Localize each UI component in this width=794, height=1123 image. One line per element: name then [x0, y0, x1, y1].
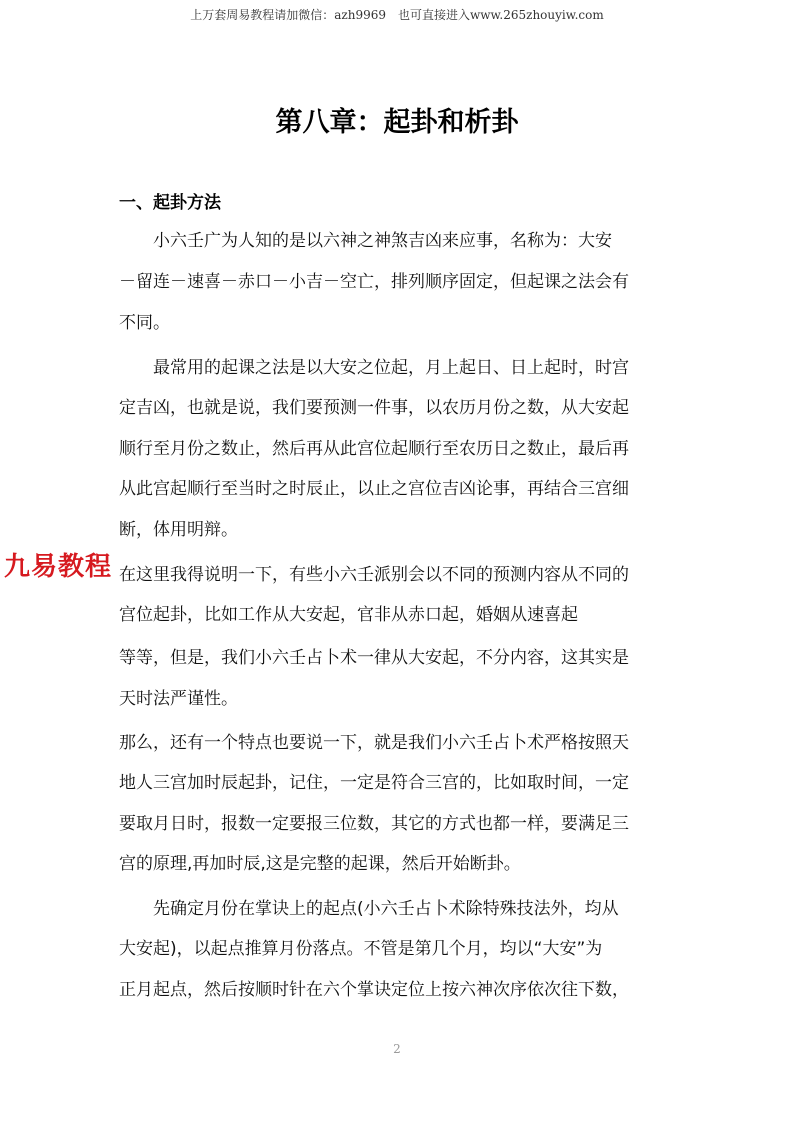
text-line: 等等，但是，我们小六壬占卜术一律从大安起，不分内容，这其实是 [119, 648, 629, 668]
text-line: 宫位起卦，比如工作从大安起，官非从赤口起，婚姻从速喜起 [119, 605, 578, 625]
text-line: 在这里我得说明一下，有些小六壬派别会以不同的预测内容从不同的 [119, 565, 629, 585]
page-number: 2 [393, 1042, 401, 1056]
header-note: 上万套周易教程请加微信：azh9969 也可直接进入www.265zhouyiw.com [190, 8, 604, 22]
text-line: －留连－速喜－赤口－小吉－空亡，排列顺序固定，但起课之法会有 [119, 272, 629, 292]
text-line: 宫的原理,再加时辰,这是完整的起课，然后开始断卦。 [119, 854, 521, 874]
text-line: 小六壬广为人知的是以六神之神煞吉凶来应事，名称为：大安 [119, 231, 612, 251]
text-line: 最常用的起课之法是以大安之位起，月上起日、日上起时，时宫 [119, 358, 629, 378]
text-line: 天时法严谨性。 [119, 689, 238, 709]
chapter-title: 第八章：起卦和析卦 [275, 107, 519, 138]
text-line: 不同。 [119, 313, 170, 333]
text-line: 要取月日时，报数一定要报三位数，其它的方式也都一样，要满足三 [119, 814, 629, 834]
text-line: 断，体用明辩。 [119, 520, 238, 540]
text-line: 先确定月份在掌诀上的起点(小六壬占卜术除特殊技法外，均从 [119, 899, 619, 919]
text-line: 正月起点，然后按顺时针在六个掌诀定位上按六神次序依次往下数， [119, 980, 629, 1000]
text-line: 地人三宫加时辰起卦，记住，一定是符合三宫的，比如取时间，一定 [119, 773, 629, 793]
text-line: 大安起)，以起点推算月份落点。不管是第几个月，均以“大安”为 [119, 939, 603, 959]
watermark-stamp: 九易教程 [4, 552, 113, 582]
text-line: 那么，还有一个特点也要说一下，就是我们小六壬占卜术严格按照天 [119, 733, 629, 753]
text-line: 从此宫起顺行至当时之时辰止，以止之宫位吉凶论事，再结合三宫细 [119, 479, 629, 499]
text-line: 顺行至月份之数止，然后再从此宫位起顺行至农历日之数止，最后再 [119, 439, 629, 459]
text-line: 定吉凶，也就是说，我们要预测一件事，以农历月份之数，从大安起 [119, 398, 629, 418]
section-heading: 一、起卦方法 [119, 193, 221, 213]
